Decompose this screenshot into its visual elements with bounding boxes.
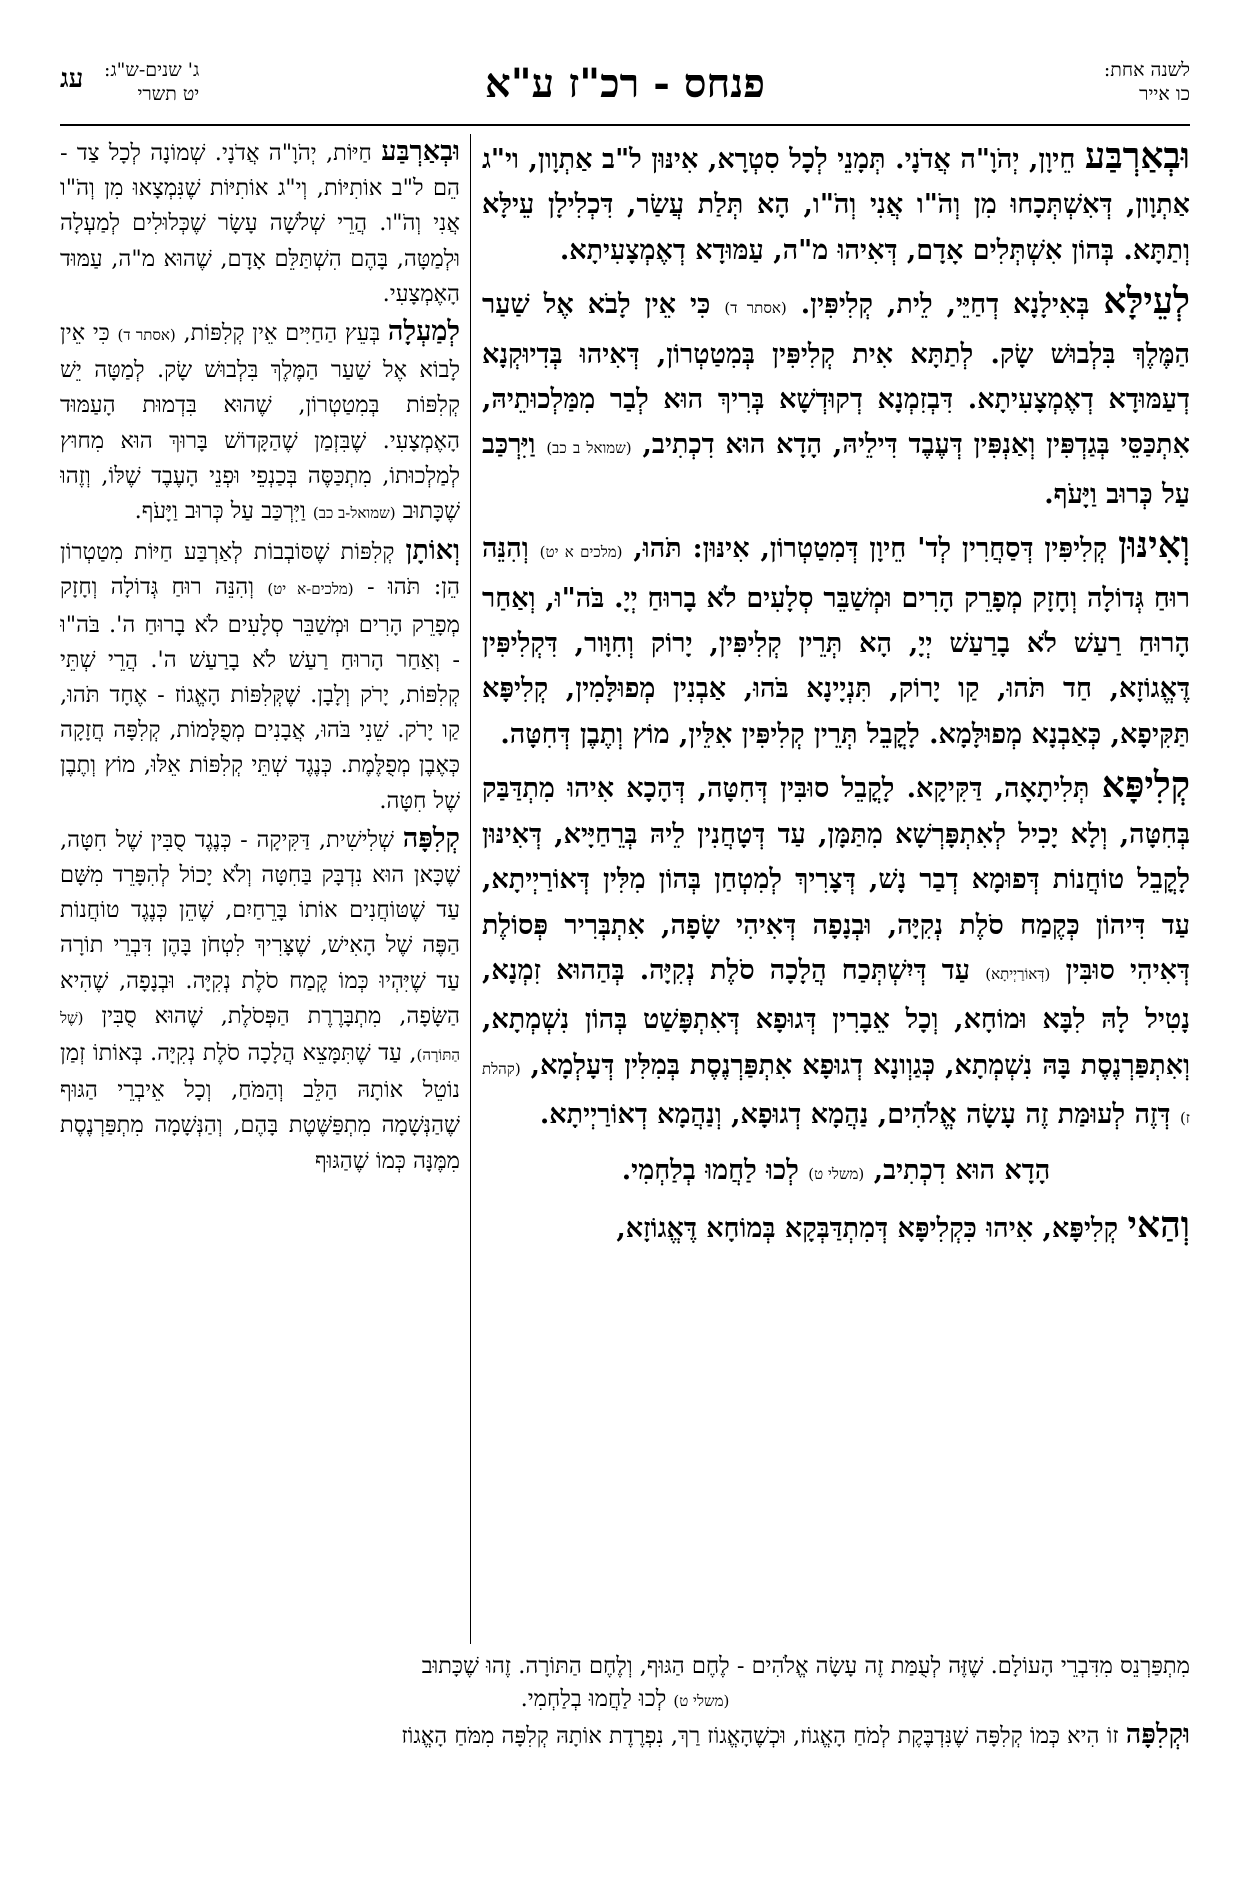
paragraph-text: וְהִנֵּה רוּחַ גְּדוֹלָה וְחָזָק מְפָרֵק הָרִים וּמְשַׁבֵּר סְלָעִים לֹא בָרוּחַ יְיָ. בֹּה"וּ, וְאַחַר הָרוּחַ רַעַשׁ לֹא בָרַעַשׁ יְיָ, הָא תְּרֵין קְלִיפִּין, יָרוֹק וְחִוָּור, דִּקְלִיפִּין דֶּאֱגוֹזָא, חַד תֹּהוּ, קַו יָרוֹק, תִּנְיָינָא בֹּהוּ, אַבְנִין מְפוּלָּמִין, קְלִיפָּא תַּקִּיפָא, כְּאַבְנָא מְפוּלָּמָא. לָקֳבֵל תְּרֵין קְלִיפִּין אִלֵּין, מוֹץ וְתֶבֶן דְּחִטָּה. bbox=[482, 533, 1190, 750]
paragraph-lead-word: וּבְאַרְבַּע bbox=[1084, 135, 1190, 177]
paragraph-text: בְּאִילָנָא דְחַיֵּי, לֵית, קְלִיפִּין. bbox=[800, 289, 1104, 321]
paragraph-text: קְלִיפִּין דְּסַחֲרִין לְד' חֵיוָן דְּמִטַטְרוֹן, אִינּוּן: תֹּהוּ, bbox=[633, 533, 1119, 565]
header-rule bbox=[60, 124, 1190, 126]
source-reference: (אסתר ד) bbox=[117, 326, 176, 345]
aramaic-column bbox=[482, 134, 1190, 1644]
paragraph bbox=[482, 523, 1190, 757]
paragraph-lead-word: קְלִפָּה bbox=[402, 822, 460, 854]
schedule-date: יט תשרי bbox=[137, 83, 200, 105]
paragraph-text: כִּי אֵין לָבֹא אֶל שַׁעַר הַמֶּלֶךְ בִּלְבוּשׁ שָׂק. לְתַתָּא אִית קְלִיפִּין בְּמִטַטְרוֹן, דְּאִיהוּ בְּדִיוּקְנָא דְעַמּוּדָא דְאֶמְצָעִיתָא. דִּבְזִמְנָא דְקוּדְשָׁא בְּרִיךְ הוּא לְבַר מִמַּלְכוּתֵיהּ, אִתְכַּסֵּי בְּגַדְפִּין וְאַנְפִּין דְּעֶבֶד דִּילֵיהּ, הָדָא הוּא דִכְתִיב, bbox=[482, 289, 1190, 461]
paragraph-text: לְכוּ לַחֲמוּ בְלַחְמִי. bbox=[621, 1154, 809, 1186]
source-reference: (משלי ט) bbox=[673, 1692, 730, 1710]
paragraph bbox=[482, 1203, 1190, 1251]
page-number: עג bbox=[60, 64, 84, 94]
paragraph bbox=[482, 279, 1190, 517]
bottom-line bbox=[60, 1683, 1190, 1718]
paragraph-lead-word: לְמַעְלָה bbox=[387, 316, 460, 348]
paragraph-lead-word: לְעֵילָּא bbox=[1103, 280, 1190, 323]
paragraph-lead-word: וּקְלִפָּה bbox=[1125, 1719, 1190, 1750]
study-schedule-three-years bbox=[104, 58, 199, 106]
page-title: פנחס - רכ"ז ע"א bbox=[485, 60, 765, 107]
schedule-label: ג' שנים-ש"ג: bbox=[104, 59, 200, 81]
paragraph-text: , עַד שֶׁתִּמָּצֵא הֲלָכָה סֹלֶת נְקִיָּה. בְּאוֹתוֹ זְמַן נוֹטֵל אוֹתָהּ הַלֵּב וְהַמֹּחַ, וְכָל אֵיבְרֵי הַגּוּף שֶׁהַנְּשָׁמָה מִתְפַּשֶּׁטֶת בָּהֶם, וְהַנְּשָׁמָה מִתְפַּרְנֶסֶת מִמֶּנָּה כְּמוֹ שֶׁהַגּוּף bbox=[60, 1040, 460, 1174]
paragraph-text: חֵיוָן, יְהֹוָ"ה אֲדֹנָי. תְּמָנֵי לְכָל סִטְרָא, אִינּוּן ל"ב אַתְוָון, וי"ג אַתְוָון, דְּאִשְׁתְּכָחוּ מִן וְהֹ"ו אֲנִי וְהֹ"ו, הָא תְּלַת עֲשַׂר, דִּכְלִילָן עֵילָּא וְתַתָּא. בְּהוֹן אִשְׁתְּלִים אָדָם, דְּאִיהוּ מ"ה, עַמּוּדָא דְאֶמְצָעִיתָא. bbox=[482, 144, 1190, 266]
paragraph-text: וַיִּרְכַּב עַל כְּרוּב וַיָּעֹף. bbox=[482, 429, 1190, 510]
paragraph-text: חַיּוֹת, יְהֹוָ"ה אֲדֹנָי. שְׁמוֹנָה לְכָל צַד - הֵם ל"ב אוֹתִיּוֹת, וְי"ג אוֹתִיּוֹת שֶׁנִּמְצָאוּ מִן וְהֹ"ו אֲנִי וְהֹ"ו. הֲרֵי שְׁלֹשָׁה עָשָׂר שֶׁכְּלוּלִים לְמַעְלָה וּלְמַטָּה, בָּהֶם הִשְׁתַּלֵּם אָדָם, שֶׁהוּא מ"ה, עַמּוּד הָאֶמְצָעִי. bbox=[60, 140, 460, 307]
paragraph-text: שְׁלִישִׁית, דַּקִּיקָה - כְּנֶגֶד סֻבִּין שֶׁל חִטָּה, שֶׁכָּאן הוּא נִדְבָּק בַּחִטָּה וְלֹא יָכוֹל לְהִפָּרֵד מִשָּׁם עַד שֶׁטּוֹחֲנִים אוֹתוֹ בָּרֵחַיִם, שֶׁהֵן כְּנֶגֶד טוֹחֲנוֹת הַפֶּה שֶׁל הָאִישׁ, שֶׁצָּרִיךְ לִטְחֹן בָּהֶן דִּבְרֵי תוֹרָה עַד שֶׁיִּהְיוּ כְּמוֹ קֶמַח סֹלֶת נְקִיָּה. וּבְנָפָה, שֶׁהִיא הַשָּׂפָה, מִתְבָּרֶרֶת הַפְּסֹלֶת, שֶׁהוּא סֻבִּין bbox=[60, 826, 460, 1029]
schedule-date: כו אייר bbox=[1139, 83, 1190, 105]
source-reference: (מלכים-א יט) bbox=[267, 580, 354, 599]
paragraph-lead-word: וְאִינּוּן bbox=[1118, 524, 1190, 567]
paragraph-text: בְּעֵץ הַחַיִּים אֵין קְלִפּוֹת, bbox=[183, 320, 388, 347]
paragraph bbox=[482, 134, 1190, 273]
paragraph-text: כִּי אֵין לָבוֹא אֶל שַׁעַר הַמֶּלֶךְ בִּלְבוּשׁ שָׂק. לְמַטָּה יֵשׁ קְלִפּוֹת בְּמִטַטְרוֹן, שֶׁהוּא בִּדְמוּת הָעַמּוּד הָאֶמְצָעִי. שֶׁבִּזְמַן שֶׁהַקָּדוֹשׁ בָּרוּךְ הוּא מִחוּץ לְמַלְכוּתוֹ, מִתְכַּסֶּה בְּכַנְפֵי וּפְנֵי הָעֶבֶד שֶׁלּוֹ, וְזֶהוּ שֶׁכָּתוּב bbox=[60, 320, 460, 525]
bottom-line bbox=[60, 1718, 1190, 1753]
source-reference: (שֶׁל הַתּוֹרָה) bbox=[60, 1008, 460, 1065]
hebrew-translation-column bbox=[60, 134, 460, 1644]
paragraph-text: תְּלִיתָאָה, דַּקִּיקָא. לָקֳבֵל סוּבִּין דְּחִטָּה, דְּהָכָא אִיהוּ מִתְדַּבַּק בְּחִטָּה, וְלָא יָכִיל לְאִתְפָּרְשָׁא מִתַּמָּן, עַד דְּטָחֲנִין לֵיהּ בְּרֵחַיָּיא, דְּאִינּוּן לָקֳבֵל טוֹחֲנוֹת דְּפוּמָא דְבַר נָשׁ, דְּצָרִיךְ לְמִטְחַן בְּהוֹן מִלִּין דְּאוֹרַיְיתָא, עַד דִּיהוֹן כְּקֶמַח סֹלֶת נְקִיָּה, וּבְנָפָה דְּאִיהִי שָׂפָה, אִתְבְּרִיר פְּסוֹלֶת דְּאִיהִי סוּבִּין bbox=[482, 773, 1190, 986]
paragraph-lead-word: וְאוֹתָן bbox=[405, 535, 460, 567]
paragraph-text: לְכוּ לַחֲמוּ בְלַחְמִי. bbox=[520, 1686, 674, 1712]
paragraph-text: דְּזֶה לְעוּמַּת זֶה עָשָׂה אֱלֹהִים, נַהֲמָא דְגוּפָא, וְנַהֲמָא דְאוֹרַיְיתָא. bbox=[539, 1099, 1180, 1131]
paragraph-text: הָדָא הוּא דִכְתִיב, bbox=[873, 1154, 1051, 1186]
paragraph-text: עַד דְּיִשְׁתְּכַח הֲלָכָה סֹלֶת נְקִיָּה. בְּהַהוּא זִמְנָא, נָטִיל לָהּ לִבָּא וּמוֹחָא, וְכָל אֵבָרִין דְּגוּפָא דְּאִתְפָּשַׁט בְּהוֹן נִשְׁמְתָא, וְאִתְפַּרְנֶסֶת בָּהּ נִשְׁמְתָא, כְּגַוְונָא דְגוּפָא אִתְפַּרְנֶסֶת בְּמִלִּין דְּעָלְמָא, bbox=[482, 954, 1190, 1081]
source-reference: (קהלת ז) bbox=[482, 1059, 1190, 1128]
translation-continuation bbox=[60, 1650, 1190, 1753]
paragraph-text: קְלִיפָּא, אִיהוּ כִּקְלִיפָּא דְּמִתְדַּבְּקָא בְּמוֹחָא דֶּאֱגוֹזָא, bbox=[616, 1212, 1128, 1244]
paragraph bbox=[60, 314, 460, 531]
paragraph bbox=[482, 763, 1190, 1141]
source-reference: (שמואל-ב כב) bbox=[312, 504, 396, 523]
paragraph-text: קְלִפּוֹת שֶׁסּוֹבְבוֹת לְאַרְבַּע חַיּוֹת מִטַטְרוֹן הֵן: תֹּהוּ - bbox=[60, 539, 460, 601]
paragraph-lead-word: וְהַאי bbox=[1127, 1203, 1190, 1246]
paragraph bbox=[60, 533, 460, 819]
schedule-label: לשנה אחת: bbox=[1103, 59, 1190, 81]
column-divider bbox=[470, 134, 471, 1644]
bottom-line: מִתְפַּרְנֵס מִדִּבְרֵי הָעוֹלָם. שֶׁזֶּה לְעֻמַּת זֶה עָשָׂה אֱלֹהִים - לֶחֶם הַגּוּף, וְלֶחֶם הַתּוֹרָה. זֶהוּ שֶׁכָּתוּב bbox=[421, 1653, 1190, 1679]
paragraph bbox=[482, 1148, 1190, 1197]
source-reference: (מלכים א יט) bbox=[539, 543, 623, 562]
paragraph-text: וַיִּרְכַּב עַל כְּרוּב וַיָּעֹף. bbox=[134, 498, 313, 525]
paragraph-lead-word: וּבְאַרְבַּע bbox=[381, 136, 460, 167]
page-header bbox=[60, 58, 1190, 128]
paragraph-lead-word: קְלִיפָּא bbox=[1101, 764, 1190, 807]
paragraph-text: וְהִנֵּה רוּחַ גְּדוֹלָה וְחָזָק מְפָרֵק הָרִים וּמְשַׁבֵּר סְלָעִים לֹא בָרוּחַ ה'. בֹּה"וּ - וְאַחַר הָרוּחַ רַעַשׁ לֹא בָרַעַשׁ ה'. הֲרֵי שְׁתֵּי קְלִפּוֹת, יָרֹק וְלָבָן. שֶׁקְּלִפּוֹת הָאֱגוֹז - אֶחָד תֹּהוּ, קַו יָרֹק. שֵׁנִי בֹּהוּ, אֲבָנִים מְפֻלָּמוֹת, קְלִפָּה חֲזָקָה כְּאֶבֶן מְפֻלֶּמֶת. כְּנֶגֶד שְׁתֵּי קְלִפּוֹת אֵלּוּ, מוֹץ וְתֶבֶן שֶׁל חִטָּה. bbox=[60, 574, 460, 814]
source-reference: (משלי ט) bbox=[808, 1164, 865, 1183]
source-reference: (אסתר ד) bbox=[724, 299, 787, 318]
paragraph bbox=[60, 134, 460, 312]
source-reference: (דְּאוֹרַיְיתָא) bbox=[985, 964, 1051, 983]
paragraph bbox=[60, 821, 460, 1179]
source-reference: (שמואל ב כב) bbox=[546, 439, 632, 458]
paragraph-text: זוֹ הִיא כְּמוֹ קְלִפָּה שֶׁנִּדְבֶּקֶת לְמֹחַ הָאֱגוֹז, וּכְשֶׁהָאֱגוֹז רַךְ, נִפְרֶדֶת אוֹתָהּ קְלִפָּה מִמֹּחַ הָאֱגוֹז bbox=[401, 1723, 1126, 1749]
